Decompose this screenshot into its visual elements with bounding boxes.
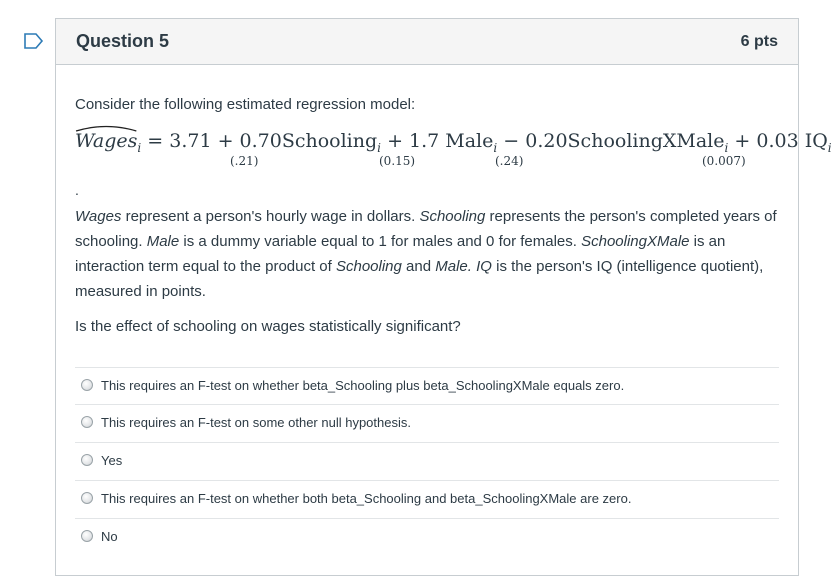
radio-button[interactable] xyxy=(81,530,93,542)
answer-option-2[interactable] xyxy=(75,404,779,442)
question-description: Wages represent a person's hourly wage in dollars. Schooling represents the person's completed years of schooling. Male is a dummy variable equal to 1 for males and 0 for females. SchoolingXMale is an interaction term equal to the product of Schooling and Male. IQ is the person's IQ (intelligence quotient), measured in points. xyxy=(75,208,777,300)
hat-icon xyxy=(75,124,137,132)
trailing-dot: . xyxy=(75,182,79,198)
se-interaction: (.24) xyxy=(495,154,524,168)
answer-label[interactable]: This requires an F-test on some other null hypothesis. xyxy=(101,415,411,430)
equation-lhs: Wages xyxy=(75,130,138,152)
se-male: (0.15) xyxy=(379,154,416,168)
answer-label[interactable]: Yes xyxy=(101,453,123,468)
question-prompt: Is the effect of schooling on wages statistically significant? xyxy=(75,318,461,335)
equation-term-iq: + 0.03 IQ xyxy=(734,130,828,152)
equation-term-interaction: − 0.20SchoolingXMale xyxy=(503,130,725,152)
answer-option-3[interactable] xyxy=(75,442,779,480)
question-intro: Consider the following estimated regression model: xyxy=(75,96,416,113)
equation-rhs: = 3.71 + 0.70Schooling xyxy=(147,130,378,152)
radio-button[interactable] xyxy=(81,379,93,391)
answer-label[interactable]: No xyxy=(101,529,118,544)
answer-label[interactable]: This requires an F-test on whether beta_Schooling plus beta_SchoolingXMale equals zero. xyxy=(101,378,625,393)
regression-equation xyxy=(75,130,832,176)
question-header xyxy=(56,19,798,65)
question-body xyxy=(75,96,832,335)
radio-button[interactable] xyxy=(81,492,93,504)
se-iq: (0.007) xyxy=(702,154,746,168)
equation-lhs-sub: i xyxy=(137,140,142,155)
radio-button[interactable] xyxy=(81,416,93,428)
answer-list xyxy=(75,367,779,556)
question-title: Question 5 xyxy=(76,31,170,51)
radio-button[interactable] xyxy=(81,454,93,466)
answer-option-4[interactable] xyxy=(75,480,779,518)
bookmark-flag-icon[interactable] xyxy=(24,33,44,49)
se-schooling: (.21) xyxy=(230,154,259,168)
question-points: 6 pts xyxy=(740,33,778,50)
answer-option-1[interactable] xyxy=(75,367,779,404)
answer-label[interactable]: This requires an F-test on whether both beta_Schooling and beta_SchoolingXMale are zero. xyxy=(101,491,632,506)
equation-line: Wages $_i$ = 3.71 + 0.70Schooling$_i$ + 1.7 Male$_i$ − 0.20SchoolingXMale$_i$ + 0.03 $IQ_i$ xyxy=(75,130,832,155)
answer-option-5[interactable] xyxy=(75,518,779,556)
equation-term-male: + 1.7 Male xyxy=(387,130,494,152)
